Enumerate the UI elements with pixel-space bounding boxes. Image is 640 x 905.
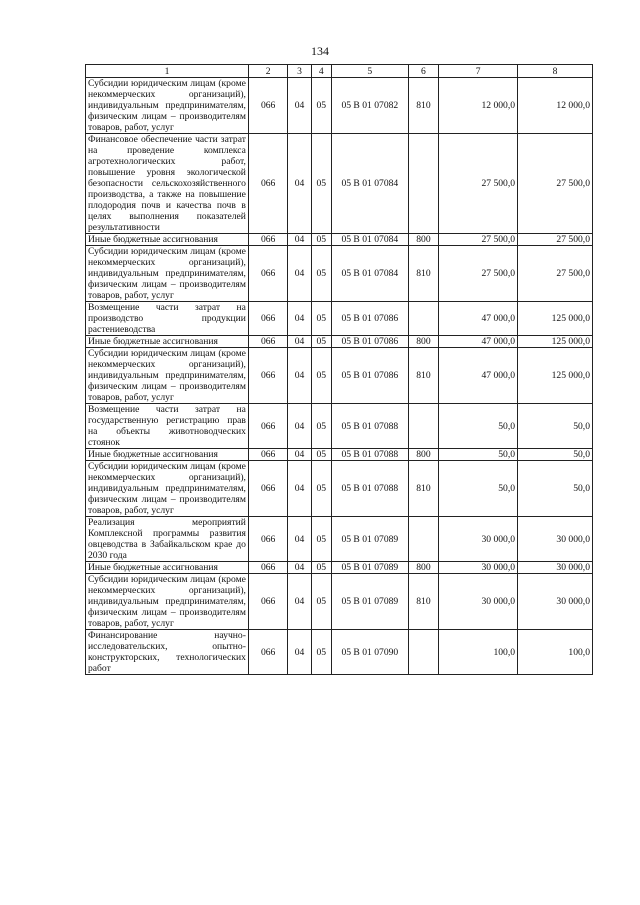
cell-target-article: 05 В 01 07089 <box>331 574 408 630</box>
column-header: 1 <box>86 65 249 78</box>
row-name: Субсидии юридическим лицам (кроме некоммерческих организаций), индивидуальным предпринимателям, физическим лицам – производителям товаров, работ, услуг <box>86 461 249 517</box>
cell-expense-type: 810 <box>408 348 438 404</box>
cell-subsection: 05 <box>311 348 331 404</box>
cell-amount-year2: 50,0 <box>518 404 593 449</box>
cell-subsection: 05 <box>311 562 331 574</box>
cell-target-article: 05 В 01 07084 <box>331 246 408 302</box>
cell-target-article: 05 В 01 07084 <box>331 134 408 234</box>
cell-ministry: 066 <box>248 302 287 336</box>
cell-amount-year1: 47 000,0 <box>439 348 518 404</box>
cell-expense-type: 810 <box>408 461 438 517</box>
cell-target-article: 05 В 01 07086 <box>331 336 408 348</box>
cell-ministry: 066 <box>248 246 287 302</box>
cell-section: 04 <box>288 630 311 675</box>
cell-subsection: 05 <box>311 246 331 302</box>
cell-amount-year2: 30 000,0 <box>518 562 593 574</box>
cell-amount-year2: 125 000,0 <box>518 348 593 404</box>
cell-target-article: 05 В 01 07089 <box>331 517 408 562</box>
cell-subsection: 05 <box>311 404 331 449</box>
cell-amount-year1: 12 000,0 <box>439 78 518 134</box>
table-row <box>86 302 593 336</box>
cell-section: 04 <box>288 404 311 449</box>
row-name: Субсидии юридическим лицам (кроме некоммерческих организаций), индивидуальным предпринимателям, физическим лицам – производителям товаров, работ, услуг <box>86 348 249 404</box>
cell-amount-year2: 50,0 <box>518 461 593 517</box>
row-name: Иные бюджетные ассигнования <box>86 562 249 574</box>
cell-subsection: 05 <box>311 461 331 517</box>
cell-target-article: 05 В 01 07086 <box>331 302 408 336</box>
column-header: 7 <box>439 65 518 78</box>
cell-target-article: 05 В 01 07086 <box>331 348 408 404</box>
cell-section: 04 <box>288 336 311 348</box>
cell-subsection: 05 <box>311 630 331 675</box>
table-row <box>86 348 593 404</box>
cell-section: 04 <box>288 562 311 574</box>
cell-section: 04 <box>288 246 311 302</box>
table-row <box>86 630 593 675</box>
cell-subsection: 05 <box>311 336 331 348</box>
cell-amount-year1: 47 000,0 <box>439 302 518 336</box>
cell-ministry: 066 <box>248 449 287 461</box>
cell-target-article: 05 В 01 07082 <box>331 78 408 134</box>
table-row <box>86 449 593 461</box>
cell-amount-year1: 30 000,0 <box>439 574 518 630</box>
cell-amount-year1: 27 500,0 <box>439 234 518 246</box>
cell-section: 04 <box>288 78 311 134</box>
column-header: 4 <box>311 65 331 78</box>
cell-ministry: 066 <box>248 348 287 404</box>
cell-subsection: 05 <box>311 449 331 461</box>
row-name: Субсидии юридическим лицам (кроме некоммерческих организаций), индивидуальным предпринимателям, физическим лицам – производителям товаров, работ, услуг <box>86 574 249 630</box>
cell-target-article: 05 В 01 07088 <box>331 449 408 461</box>
cell-subsection: 05 <box>311 302 331 336</box>
cell-amount-year1: 47 000,0 <box>439 336 518 348</box>
cell-subsection: 05 <box>311 574 331 630</box>
table-row <box>86 562 593 574</box>
table-row <box>86 574 593 630</box>
row-name: Реализация мероприятий Комплексной программы развития овцеводства в Забайкальском крае до 2030 года <box>86 517 249 562</box>
cell-ministry: 066 <box>248 562 287 574</box>
cell-amount-year2: 125 000,0 <box>518 336 593 348</box>
table-row <box>86 134 593 234</box>
cell-ministry: 066 <box>248 404 287 449</box>
cell-amount-year1: 30 000,0 <box>439 517 518 562</box>
table-row <box>86 234 593 246</box>
cell-subsection: 05 <box>311 78 331 134</box>
cell-target-article: 05 В 01 07084 <box>331 234 408 246</box>
column-header: 5 <box>331 65 408 78</box>
cell-amount-year2: 30 000,0 <box>518 517 593 562</box>
column-header: 3 <box>288 65 311 78</box>
cell-ministry: 066 <box>248 630 287 675</box>
cell-amount-year1: 50,0 <box>439 461 518 517</box>
cell-subsection: 05 <box>311 517 331 562</box>
table-row <box>86 336 593 348</box>
cell-amount-year1: 100,0 <box>439 630 518 675</box>
cell-amount-year2: 27 500,0 <box>518 246 593 302</box>
cell-expense-type <box>408 630 438 675</box>
cell-ministry: 066 <box>248 461 287 517</box>
row-name: Возмещение части затрат на производство продукции растениеводства <box>86 302 249 336</box>
row-name: Субсидии юридическим лицам (кроме некоммерческих организаций), индивидуальным предпринимателям, физическим лицам – производителям товаров, работ, услуг <box>86 246 249 302</box>
cell-amount-year2: 100,0 <box>518 630 593 675</box>
cell-ministry: 066 <box>248 78 287 134</box>
cell-subsection: 05 <box>311 234 331 246</box>
cell-amount-year2: 12 000,0 <box>518 78 593 134</box>
row-name: Финансирование научно-исследовательских, опытно-конструкторских, технологических работ <box>86 630 249 675</box>
cell-expense-type: 800 <box>408 449 438 461</box>
column-header: 6 <box>408 65 438 78</box>
cell-expense-type: 800 <box>408 562 438 574</box>
cell-amount-year1: 27 500,0 <box>439 246 518 302</box>
row-name: Иные бюджетные ассигнования <box>86 234 249 246</box>
cell-amount-year2: 125 000,0 <box>518 302 593 336</box>
cell-ministry: 066 <box>248 574 287 630</box>
cell-amount-year2: 50,0 <box>518 449 593 461</box>
cell-expense-type <box>408 517 438 562</box>
cell-amount-year2: 27 500,0 <box>518 234 593 246</box>
cell-expense-type <box>408 404 438 449</box>
cell-expense-type: 810 <box>408 246 438 302</box>
cell-amount-year2: 30 000,0 <box>518 574 593 630</box>
cell-target-article: 05 В 01 07088 <box>331 404 408 449</box>
cell-target-article: 05 В 01 07090 <box>331 630 408 675</box>
cell-section: 04 <box>288 302 311 336</box>
cell-section: 04 <box>288 574 311 630</box>
header-row <box>86 65 593 78</box>
cell-subsection: 05 <box>311 134 331 234</box>
table-row <box>86 246 593 302</box>
row-name: Иные бюджетные ассигнования <box>86 336 249 348</box>
cell-expense-type: 810 <box>408 574 438 630</box>
table-row <box>86 78 593 134</box>
cell-expense-type: 800 <box>408 336 438 348</box>
cell-amount-year1: 30 000,0 <box>439 562 518 574</box>
cell-section: 04 <box>288 134 311 234</box>
cell-ministry: 066 <box>248 336 287 348</box>
row-name: Субсидии юридическим лицам (кроме некоммерческих организаций), индивидуальным предпринимателям, физическим лицам – производителям товаров, работ, услуг <box>86 78 249 134</box>
cell-amount-year2: 27 500,0 <box>518 134 593 234</box>
cell-amount-year1: 50,0 <box>439 449 518 461</box>
budget-table <box>85 64 593 675</box>
cell-expense-type: 810 <box>408 78 438 134</box>
table-row <box>86 404 593 449</box>
cell-section: 04 <box>288 449 311 461</box>
cell-target-article: 05 В 01 07089 <box>331 562 408 574</box>
cell-section: 04 <box>288 348 311 404</box>
column-header: 2 <box>248 65 287 78</box>
cell-ministry: 066 <box>248 517 287 562</box>
cell-target-article: 05 В 01 07088 <box>331 461 408 517</box>
cell-section: 04 <box>288 234 311 246</box>
row-name: Иные бюджетные ассигнования <box>86 449 249 461</box>
row-name: Финансовое обеспечение части затрат на проведение комплекса агротехнологических работ, повышение уровня экологической безопасности сельскохозяйственного производства, а также на повышение плодородия почв и качества почв в целях выполнения показателей результативности <box>86 134 249 234</box>
cell-section: 04 <box>288 461 311 517</box>
cell-section: 04 <box>288 517 311 562</box>
cell-ministry: 066 <box>248 134 287 234</box>
table-row <box>86 461 593 517</box>
table-row <box>86 517 593 562</box>
page-number: 134 <box>311 44 329 58</box>
cell-amount-year1: 50,0 <box>439 404 518 449</box>
cell-expense-type <box>408 134 438 234</box>
cell-ministry: 066 <box>248 234 287 246</box>
cell-amount-year1: 27 500,0 <box>439 134 518 234</box>
cell-expense-type <box>408 302 438 336</box>
column-header: 8 <box>518 65 593 78</box>
row-name: Возмещение части затрат на государственную регистрацию прав на объекты животноводческих стоянок <box>86 404 249 449</box>
cell-expense-type: 800 <box>408 234 438 246</box>
